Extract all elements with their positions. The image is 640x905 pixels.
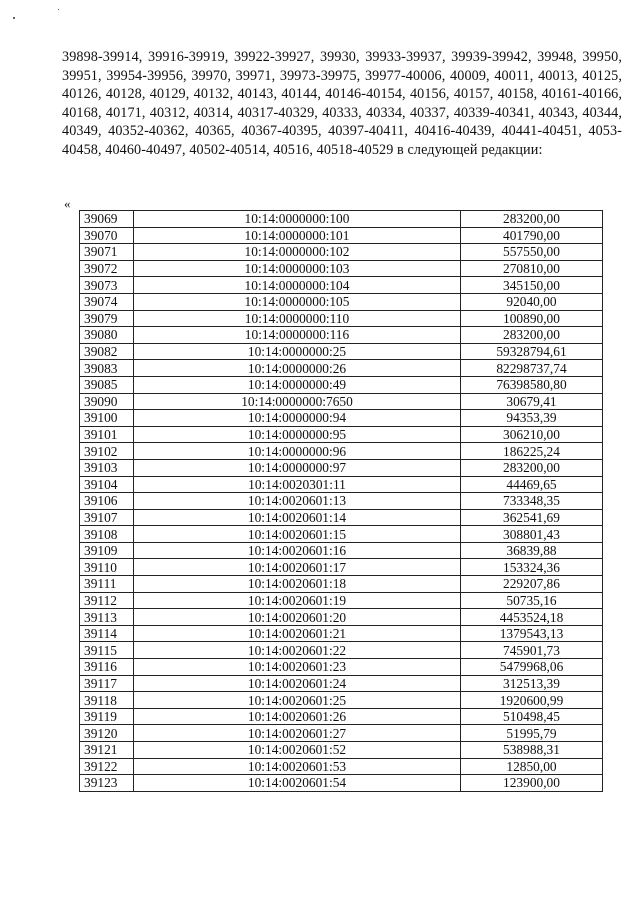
cadastral-value-cell: 283200,00 <box>461 327 603 344</box>
table-row <box>80 227 603 244</box>
row-number-cell: 39083 <box>80 360 134 377</box>
cadastral-number-cell: 10:14:0000000:26 <box>134 360 461 377</box>
table-row <box>80 708 603 725</box>
cadastral-number-cell: 10:14:0020601:54 <box>134 775 461 792</box>
row-number-cell: 39073 <box>80 277 134 294</box>
scan-speck <box>13 17 15 19</box>
row-number-cell: 39104 <box>80 476 134 493</box>
table-row <box>80 675 603 692</box>
row-number-cell: 39117 <box>80 675 134 692</box>
cadastral-number-cell: 10:14:0020601:23 <box>134 659 461 676</box>
table-row <box>80 509 603 526</box>
row-number-cell: 39107 <box>80 509 134 526</box>
table-row <box>80 493 603 510</box>
cadastral-number-cell: 10:14:0000000:7650 <box>134 393 461 410</box>
cadastral-number-cell: 10:14:0000000:49 <box>134 376 461 393</box>
table-row <box>80 426 603 443</box>
row-number-cell: 39110 <box>80 559 134 576</box>
cadastral-value-cell: 36839,88 <box>461 542 603 559</box>
table-row <box>80 410 603 427</box>
table-row <box>80 360 603 377</box>
table-row <box>80 393 603 410</box>
cadastral-value-cell: 401790,00 <box>461 227 603 244</box>
row-number-cell: 39109 <box>80 542 134 559</box>
cadastral-value-cell: 283200,00 <box>461 211 603 228</box>
cadastral-value-cell: 312513,39 <box>461 675 603 692</box>
table-row <box>80 592 603 609</box>
cadastral-value-cell: 510498,45 <box>461 708 603 725</box>
cadastral-value-cell: 44469,65 <box>461 476 603 493</box>
row-number-cell: 39090 <box>80 393 134 410</box>
cadastral-value-cell: 4453524,18 <box>461 609 603 626</box>
cadastral-value-cell: 1379543,13 <box>461 625 603 642</box>
cadastral-value-cell: 345150,00 <box>461 277 603 294</box>
cadastral-value-cell: 76398580,80 <box>461 376 603 393</box>
row-number-cell: 39113 <box>80 609 134 626</box>
cadastral-number-cell: 10:14:0000000:25 <box>134 343 461 360</box>
opening-quote-mark: « <box>64 196 71 211</box>
table-row <box>80 260 603 277</box>
table-row <box>80 277 603 294</box>
cadastral-value-cell: 745901,73 <box>461 642 603 659</box>
cadastral-number-cell: 10:14:0020601:14 <box>134 509 461 526</box>
scan-speck <box>58 9 59 10</box>
table-row <box>80 609 603 626</box>
cadastral-number-cell: 10:14:0000000:103 <box>134 260 461 277</box>
row-number-cell: 39106 <box>80 493 134 510</box>
row-number-cell: 39111 <box>80 576 134 593</box>
row-number-cell: 39119 <box>80 708 134 725</box>
cadastral-number-cell: 10:14:0000000:104 <box>134 277 461 294</box>
cadastral-value-table <box>79 210 603 792</box>
cadastral-number-cell: 10:14:0000000:95 <box>134 426 461 443</box>
table-row <box>80 526 603 543</box>
row-number-cell: 39072 <box>80 260 134 277</box>
cadastral-value-cell: 59328794,61 <box>461 343 603 360</box>
cadastral-value-cell: 100890,00 <box>461 310 603 327</box>
row-number-cell: 39108 <box>80 526 134 543</box>
cadastral-number-cell: 10:14:0020601:25 <box>134 692 461 709</box>
cadastral-value-cell: 12850,00 <box>461 758 603 775</box>
table-row <box>80 692 603 709</box>
table-row <box>80 775 603 792</box>
row-number-cell: 39100 <box>80 410 134 427</box>
cadastral-number-cell: 10:14:0020301:11 <box>134 476 461 493</box>
row-number-cell: 39103 <box>80 459 134 476</box>
cadastral-value-cell: 30679,41 <box>461 393 603 410</box>
cadastral-number-cell: 10:14:0020601:20 <box>134 609 461 626</box>
cadastral-number-cell: 10:14:0020601:22 <box>134 642 461 659</box>
row-number-cell: 39122 <box>80 758 134 775</box>
cadastral-number-cell: 10:14:0000000:102 <box>134 244 461 261</box>
row-number-cell: 39123 <box>80 775 134 792</box>
cadastral-value-cell: 186225,24 <box>461 443 603 460</box>
cadastral-number-cell: 10:14:0020601:18 <box>134 576 461 593</box>
cadastral-value-cell: 229207,86 <box>461 576 603 593</box>
table-row <box>80 327 603 344</box>
cadastral-number-cell: 10:14:0000000:100 <box>134 211 461 228</box>
cadastral-number-cell: 10:14:0000000:116 <box>134 327 461 344</box>
table-row <box>80 244 603 261</box>
row-number-cell: 39112 <box>80 592 134 609</box>
cadastral-value-cell: 82298737,74 <box>461 360 603 377</box>
row-number-cell: 39115 <box>80 642 134 659</box>
table-row <box>80 758 603 775</box>
table-row <box>80 576 603 593</box>
cadastral-value-cell: 1920600,99 <box>461 692 603 709</box>
row-number-cell: 39070 <box>80 227 134 244</box>
row-number-cell: 39074 <box>80 293 134 310</box>
cadastral-value-cell: 5479968,06 <box>461 659 603 676</box>
row-number-cell: 39114 <box>80 625 134 642</box>
table-row <box>80 725 603 742</box>
cadastral-number-cell: 10:14:0000000:101 <box>134 227 461 244</box>
row-number-cell: 39080 <box>80 327 134 344</box>
cadastral-value-cell: 362541,69 <box>461 509 603 526</box>
row-number-cell: 39118 <box>80 692 134 709</box>
table-row <box>80 211 603 228</box>
cadastral-value-cell: 94353,39 <box>461 410 603 427</box>
cadastral-value-cell: 283200,00 <box>461 459 603 476</box>
cadastral-value-cell: 308801,43 <box>461 526 603 543</box>
row-number-cell: 39102 <box>80 443 134 460</box>
row-number-cell: 39069 <box>80 211 134 228</box>
table-row <box>80 659 603 676</box>
cadastral-number-cell: 10:14:0020601:15 <box>134 526 461 543</box>
cadastral-number-cell: 10:14:0000000:96 <box>134 443 461 460</box>
cadastral-value-cell: 92040,00 <box>461 293 603 310</box>
row-number-cell: 39101 <box>80 426 134 443</box>
cadastral-number-cell: 10:14:0000000:97 <box>134 459 461 476</box>
cadastral-value-cell: 557550,00 <box>461 244 603 261</box>
table-row <box>80 742 603 759</box>
table-body <box>80 211 603 792</box>
cadastral-value-cell: 51995,79 <box>461 725 603 742</box>
cadastral-number-cell: 10:14:0020601:24 <box>134 675 461 692</box>
table-row <box>80 625 603 642</box>
cadastral-number-cell: 10:14:0020601:26 <box>134 708 461 725</box>
cadastral-value-cell: 123900,00 <box>461 775 603 792</box>
table-row <box>80 459 603 476</box>
row-number-cell: 39116 <box>80 659 134 676</box>
table-row <box>80 343 603 360</box>
row-number-cell: 39120 <box>80 725 134 742</box>
cadastral-value-cell: 50735,16 <box>461 592 603 609</box>
cadastral-number-cell: 10:14:0020601:13 <box>134 493 461 510</box>
row-number-cell: 39079 <box>80 310 134 327</box>
table-row <box>80 542 603 559</box>
cadastral-number-cell: 10:14:0000000:110 <box>134 310 461 327</box>
row-number-cell: 39082 <box>80 343 134 360</box>
cadastral-number-cell: 10:14:0020601:17 <box>134 559 461 576</box>
cadastral-number-cell: 10:14:0020601:16 <box>134 542 461 559</box>
row-number-cell: 39085 <box>80 376 134 393</box>
cadastral-value-cell: 733348,35 <box>461 493 603 510</box>
cadastral-value-cell: 538988,31 <box>461 742 603 759</box>
intro-paragraph: 39898-39914, 39916-39919, 39922-39927, 39930, 39933-39937, 39939-39942, 39948, 39950, 39951, 39954-39956, 39970, 39971, 39973-39975, 39977-40006, 40009, 40011, 40013, 40125, 40126, 40128, 40129, 40132, 40143, 40144, 40146-40154, 40156, 40157, 40158, 40161-40166, 40168, 40171, 40312, 40314, 40317-40329, 40333, 40334, 40337, 40339-40341, 40343, 40344, 40349, 40352-40362, 40365, 40367-40395, 40397-40411, 40416-40439, 40441-40451, 4053-40458, 40460-40497, 40502-40514, 40516, 40518-40529 в следующей редакции: <box>62 49 622 158</box>
cadastral-number-cell: 10:14:0020601:21 <box>134 625 461 642</box>
table-row <box>80 443 603 460</box>
row-number-cell: 39071 <box>80 244 134 261</box>
cadastral-value-cell: 270810,00 <box>461 260 603 277</box>
table-row <box>80 310 603 327</box>
cadastral-value-cell: 306210,00 <box>461 426 603 443</box>
cadastral-number-cell: 10:14:0020601:53 <box>134 758 461 775</box>
table-row <box>80 642 603 659</box>
row-number-cell: 39121 <box>80 742 134 759</box>
cadastral-number-cell: 10:14:0020601:19 <box>134 592 461 609</box>
table-row <box>80 293 603 310</box>
table-row <box>80 376 603 393</box>
cadastral-number-cell: 10:14:0000000:94 <box>134 410 461 427</box>
cadastral-value-cell: 153324,36 <box>461 559 603 576</box>
table-row <box>80 476 603 493</box>
cadastral-number-cell: 10:14:0020601:52 <box>134 742 461 759</box>
cadastral-number-cell: 10:14:0000000:105 <box>134 293 461 310</box>
table-row <box>80 559 603 576</box>
cadastral-number-cell: 10:14:0020601:27 <box>134 725 461 742</box>
